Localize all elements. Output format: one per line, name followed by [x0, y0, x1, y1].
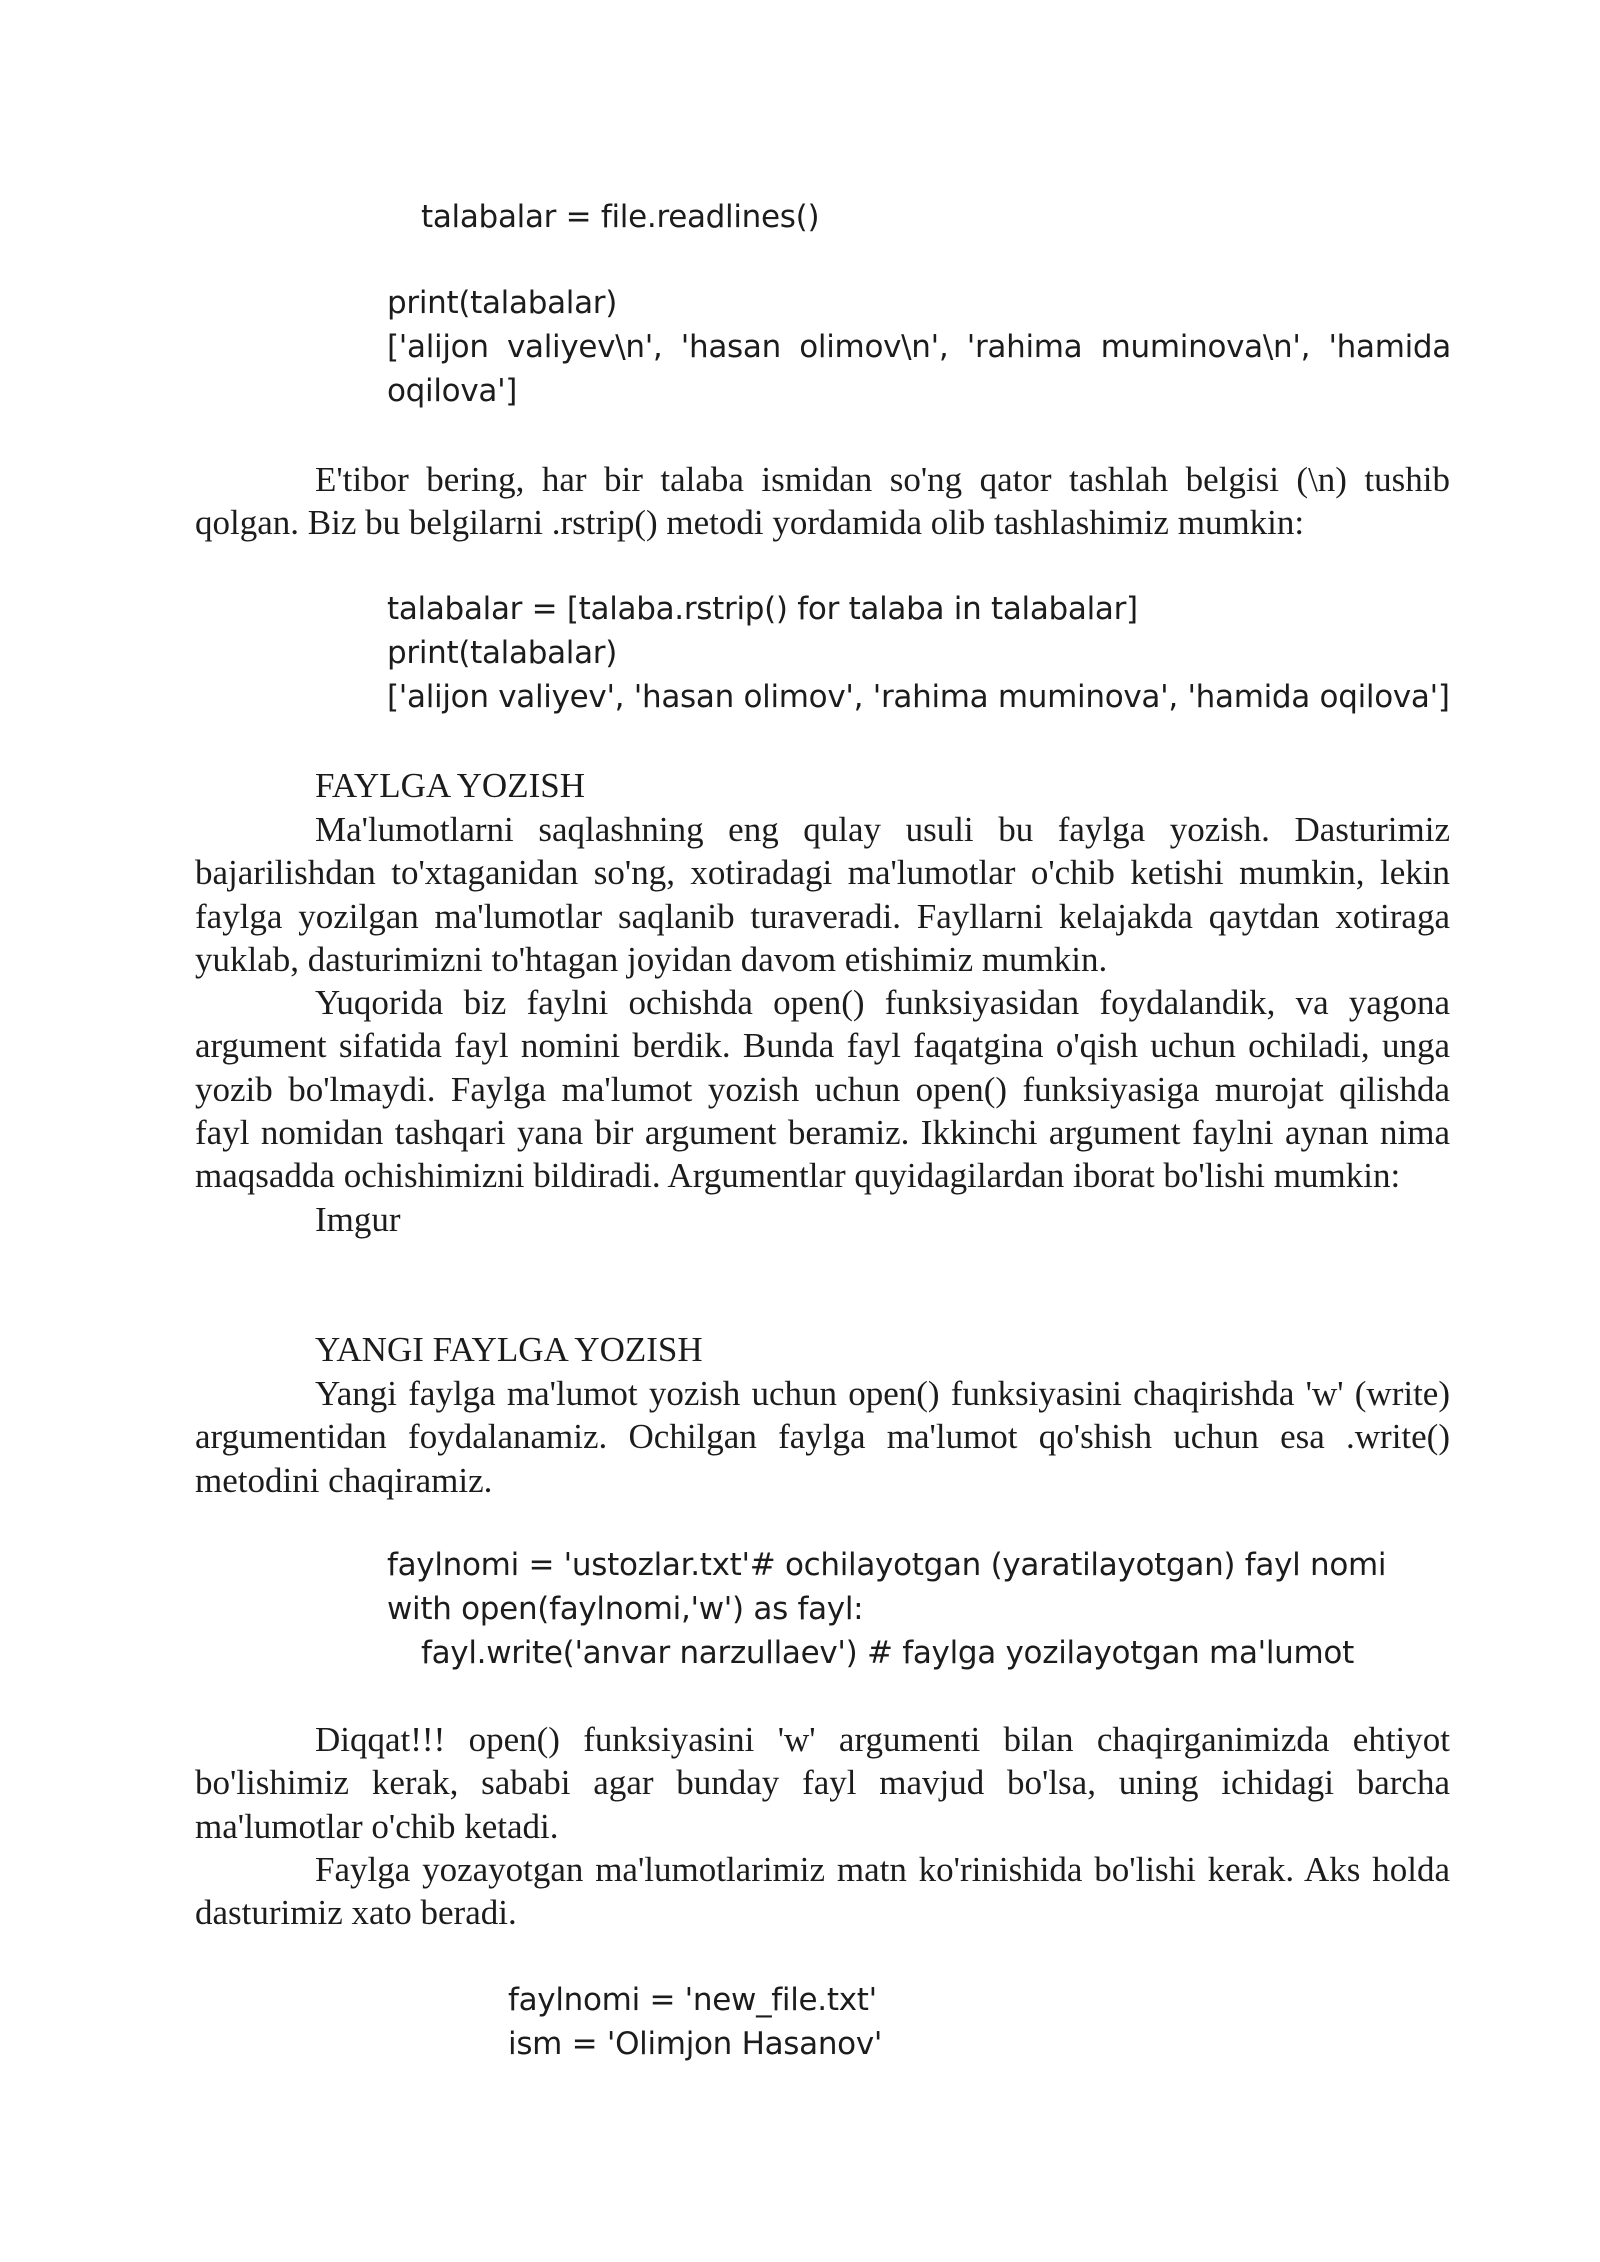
code-line: faylnomi = 'new_file.txt' — [508, 1982, 877, 2018]
body-text — [195, 1718, 1450, 1934]
body-text — [195, 1372, 1450, 1502]
section-heading: FAYLGA YOZISH — [315, 766, 585, 805]
code-line: talabalar = file.readlines() — [421, 199, 820, 235]
paragraph: E'tibor bering, har bir talaba ismidan so'ng qator tashlah belgisi (\n) tushib qolgan. Biz bu belgilarni .rstrip() metodi yordamida olib tashlashimiz mumkin: — [195, 460, 1450, 543]
paragraph: Diqqat!!! open() funksiyasini 'w' argumenti bilan chaqirganimizda ehtiyot bo'lishimiz kerak, sababi agar bunday fayl mavjud bo'lsa, uning ichidagi barcha ma'lumotlar o'chib ketadi. — [195, 1720, 1450, 1846]
body-text — [195, 458, 1450, 545]
section-heading: YANGI FAYLGA YOZISH — [315, 1330, 703, 1369]
code-line: fayl.write('anvar narzullaev') # faylga yozilayotgan ma'lumot — [421, 1635, 1354, 1671]
code-line: ['alijon valiyev', 'hasan olimov', 'rahima muminova', 'hamida oqilova'] — [387, 679, 1450, 715]
paragraph: Ma'lumotlarni saqlashning eng qulay usuli bu faylga yozish. Dasturimiz bajarilishdan to'xtaganidan so'ng, xotiradagi ma'lumotlar o'chib ketishi mumkin, lekin faylga yozilgan ma'lumotlar saqlanib turaveradi. Fayllarni kelajakda qaytdan xotiraga yuklab, dasturimizni to'htagan joyidan davom etishimiz mumkin. — [195, 810, 1450, 979]
body-text — [195, 808, 1450, 1241]
image-placeholder: Imgur — [315, 1199, 401, 1239]
code-line: ism = 'Olimjon Hasanov' — [508, 2026, 883, 2062]
paragraph: Yuqorida biz faylni ochishda open() funksiyasidan foydalandik, va yagona argument sifatida fayl nomini berdik. Bunda fayl faqatgina o'qish uchun ochiladi, unga yozib bo'lmaydi. Faylga ma'lumot yozish uchun open() funksiyasiga murojat qilishda fayl nomidan tashqari yana bir argument beramiz. Ikkinchi argument faylni aynan nima maqsadda ochishimizni bildiradi. Argumentlar quyidagilardan iborat bo'lishi mumkin: — [195, 983, 1450, 1196]
code-line: print(talabalar) — [387, 285, 618, 321]
code-line: talabalar = [talaba.rstrip() for talaba in talabalar] — [387, 591, 1138, 627]
code-line: print(talabalar) — [387, 635, 618, 671]
code-line: with open(faylnomi,'w') as fayl: — [387, 1591, 864, 1627]
paragraph: Faylga yozayotgan ma'lumotlarimiz matn ko'rinishida bo'lishi kerak. Aks holda dasturimiz xato beradi. — [195, 1849, 1450, 1933]
code-line: ['alijon valiyev\n', 'hasan olimov\n', 'rahima muminova\n', 'hamida oqilova'] — [387, 329, 1451, 409]
paragraph: Yangi faylga ma'lumot yozish uchun open() funksiyasini chaqirishda 'w' (write) argumentidan foydalanamiz. Ochilgan faylga ma'lumot qo'shish uchun esa .write() metodini chaqiramiz. — [195, 1374, 1450, 1500]
code-line: faylnomi = 'ustozlar.txt'# ochilayotgan (yaratilayotgan) fayl nomi — [387, 1547, 1387, 1583]
